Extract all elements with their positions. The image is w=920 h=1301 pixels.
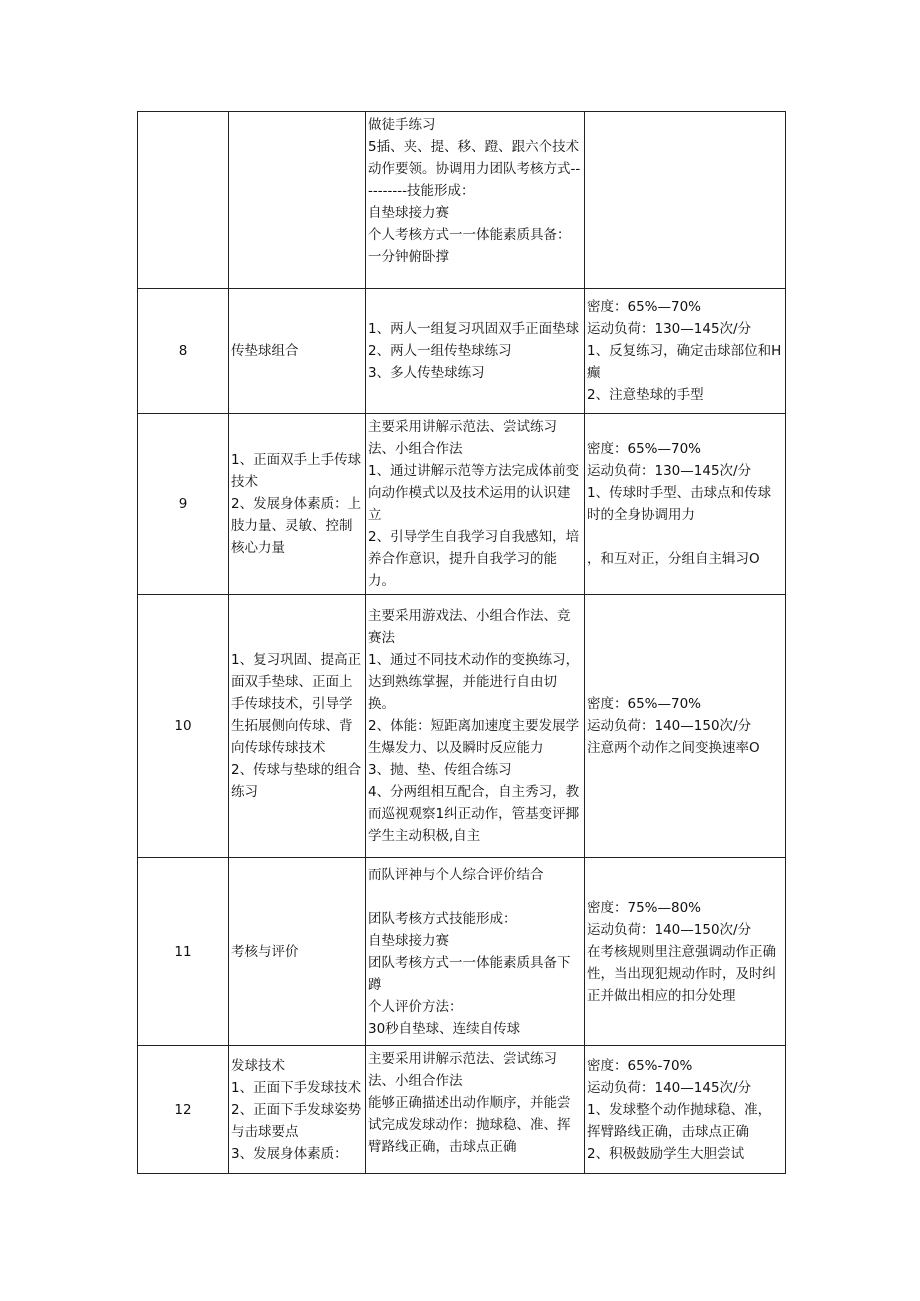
lesson-plan-body: [138, 112, 786, 1174]
topic-line: 1、复习巩固、提高正面双手垫球、正面上手传球技术，引导学生拓展侧向传球、背向传球传球技术: [231, 652, 362, 756]
notes-line: 密度：75%—80%: [587, 899, 702, 916]
methods-line: 3、多人传垫球练习: [368, 365, 485, 381]
methods-line: 1、通过讲解示范等方法完成体前变向动作模式以及技术运用的认识建立: [368, 463, 580, 523]
methods-line: 能够正确描述出动作顺序，并能尝试完成发球动作：抛球稳、准、挥臂路线正确，击球点正确: [368, 1095, 571, 1155]
notes-line: 运动负荷：140—150次/分: [587, 921, 752, 938]
topic-line: 发球技术: [231, 1057, 285, 1074]
methods-line: 1、通过不同技术动作的变换练习，达到熟练掌握，并能进行自由切换。: [368, 652, 580, 712]
methods-line: 做徒手练习: [368, 117, 436, 133]
methods-line: 一分钟俯卧撑: [368, 249, 449, 265]
notes-line: 运动负荷：130—145次/分: [587, 321, 752, 337]
topic-line: 2、传球与垫球的组合练习: [231, 762, 362, 800]
notes-line: 密度：65%—70%: [587, 696, 702, 712]
topic-line: 2、发展身体素质：上肢力量、灵敏、控制核心力量: [231, 496, 362, 556]
lesson-notes: [585, 112, 786, 289]
lesson-methods: [366, 112, 585, 289]
topic-line: 2、正面下手发球姿势与击球要点: [231, 1101, 362, 1140]
lesson-number: 11: [138, 858, 229, 1046]
methods-line: 3、抛、垫、传组合练习: [368, 762, 512, 778]
lesson-methods: [366, 1046, 585, 1174]
notes-line: 运动负荷：140—150次/分: [587, 718, 752, 734]
lesson-number: 9: [138, 414, 229, 595]
lesson-topic: [229, 414, 366, 595]
notes-line: 2、注意垫球的手型: [587, 387, 704, 403]
lesson-plan-table: [137, 111, 786, 1174]
lesson-number: 8: [138, 289, 229, 414]
topic-line: 1、正面下手发球技术: [231, 1079, 362, 1096]
lesson-methods: [366, 595, 585, 858]
lesson-notes: [585, 858, 786, 1046]
table-row: [138, 858, 786, 1046]
topic-line: 3、发展身体素质：: [231, 1145, 348, 1162]
lesson-topic: [229, 595, 366, 858]
notes-line: 2、积极鼓励学生大胆尝试: [587, 1145, 745, 1162]
table-row: [138, 1046, 786, 1174]
lesson-notes: [585, 289, 786, 414]
topic-line: 传垫球组合: [231, 343, 299, 359]
methods-line: 30秒自垫球、连续自传球: [368, 1020, 521, 1037]
methods-line: 2、两人一组传垫球练习: [368, 343, 512, 359]
notes-line: ，和互对正，分组自主辑习O: [587, 551, 760, 567]
notes-line: 运动负荷：140—145次/分: [587, 1079, 752, 1096]
methods-line: 自垫球接力赛: [368, 205, 449, 221]
methods-line: 4、分两组相互配合，自主秀习，教而巡视观察1纠正动作，管基变评揶学生主动积极,自主: [368, 784, 580, 844]
lesson-number: 12: [138, 1046, 229, 1174]
table-row: [138, 595, 786, 858]
notes-gap: [587, 526, 783, 548]
methods-line: 2、体能：短距离加速度主要发展学生爆发力、以及瞬时反应能力: [368, 718, 580, 756]
methods-line: 个人评价方法：: [368, 998, 463, 1015]
lesson-topic: [229, 112, 366, 289]
lesson-methods: [366, 289, 585, 414]
notes-line: 密度：65%—70%: [587, 441, 702, 457]
methods-line: 主要采用讲解示范法、尝试练习法、小组合作法: [368, 1051, 557, 1089]
lesson-notes: [585, 414, 786, 595]
notes-line: 1、传球时手型、击球点和传球时的全身协调用力: [587, 485, 772, 523]
lesson-topic: [229, 858, 366, 1046]
topic-line: 考核与评价: [231, 943, 299, 960]
notes-line: 在考核规则里注意强调动作正确性，当出现犯规动作时，及时纠正并做出相应的扣分处理: [587, 943, 776, 1004]
table-row: [138, 414, 786, 595]
notes-line: 运动负荷：130—145次/分: [587, 463, 752, 479]
notes-line: 密度：65%-70%: [587, 1057, 693, 1074]
methods-line: 而队评神与个人综合评价结合: [368, 866, 544, 883]
methods-line: 团队考核方式技能形成：: [368, 910, 517, 927]
methods-line: 2、引导学生自我学习自我感知，培养合作意识，提升自我学习的能力。: [368, 529, 580, 589]
methods-line: 自垫球接力赛: [368, 932, 449, 949]
methods-line: 个人考核方式一一体能素质具备：: [368, 227, 571, 243]
lesson-methods: [366, 414, 585, 595]
lesson-topic: [229, 289, 366, 414]
table-row: [138, 112, 786, 289]
lesson-topic: [229, 1046, 366, 1174]
methods-line: 团队考核方式一一体能素质具备下蹲: [368, 954, 571, 993]
notes-line: 密度：65%—70%: [587, 299, 702, 315]
methods-line: 1、两人一组复习巩固双手正面垫球: [368, 321, 580, 337]
methods-line: 主要采用游戏法、小组合作法、竞赛法: [368, 608, 571, 646]
lesson-methods: [366, 858, 585, 1046]
lesson-number: [138, 112, 229, 289]
methods-line: 主要采用讲解示范法、尝试练习法、小组合作法: [368, 419, 557, 457]
methods-line: 5插、夹、提、移、蹬、跟六个技术动作要领。协调用力团队考核方式----------技能形成：: [368, 139, 581, 199]
notes-line: 1、发球整个动作抛球稳、准，挥臂路线正确，击球点正确: [587, 1101, 772, 1140]
lesson-number: 10: [138, 595, 229, 858]
notes-line: 1、反复练习，确定击球部位和H癫: [587, 343, 782, 381]
methods-gap: [368, 886, 582, 908]
lesson-notes: [585, 1046, 786, 1174]
topic-line: 1、正面双手上手传球技术: [231, 452, 362, 490]
notes-line: 注意两个动作之间变换速率O: [587, 740, 760, 756]
lesson-notes: [585, 595, 786, 858]
table-row: [138, 289, 786, 414]
